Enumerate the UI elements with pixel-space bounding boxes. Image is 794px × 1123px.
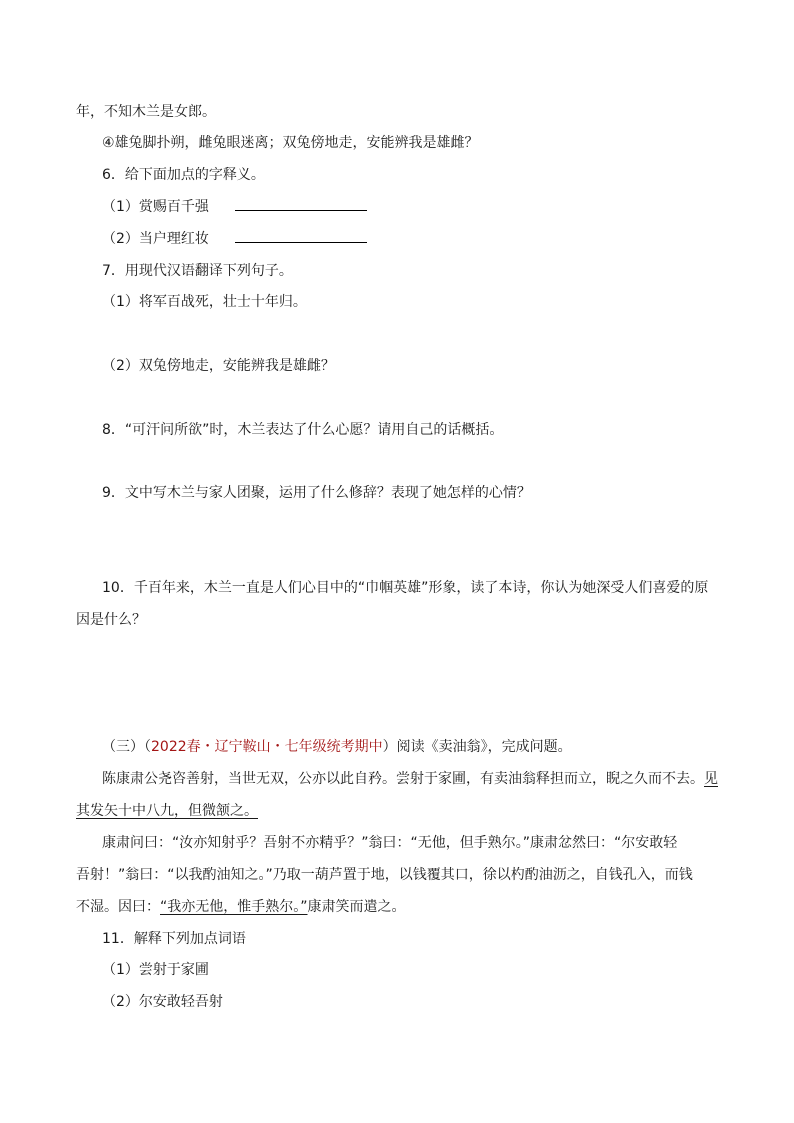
source-tag: 2022春・辽宁鞍山・七年级统考期中 <box>151 739 383 755</box>
text-line: 年，不知木兰是女郎。 <box>76 104 216 120</box>
underlined-text: “我亦无他，惟手熟尔。” <box>160 899 308 915</box>
heading-prefix: （三）（ <box>102 739 151 755</box>
question-7-item-2: （2）双兔傍地走，安能辨我是雄雌？ <box>102 358 335 374</box>
passage-text: 康肃笑而遣之。 <box>307 899 406 915</box>
question-6: 6．给下面加点的字释义。 <box>102 167 265 183</box>
passage-line <box>102 769 718 789</box>
underlined-text: 见 <box>704 771 718 787</box>
passage-line <box>76 897 406 917</box>
question-11-item-1: （1）尝射于家圃 <box>102 962 209 978</box>
passage-line <box>76 801 258 821</box>
answer-blank[interactable] <box>235 230 367 243</box>
text-line: ④雄兔脚扑朔，雌兔眼迷离；双兔傍地走，安能辨我是雄雌？ <box>102 135 479 151</box>
section-3-heading <box>102 737 572 757</box>
passage-line: 康肃问曰：“汝亦知射乎？吾射不亦精乎？”翁曰：“无他，但手熟尔。”康肃忿然曰：“尔安敢轻 <box>102 835 678 851</box>
item-text: （1）赏赐百千强 <box>102 199 209 215</box>
passage-text: 陈康肃公尧咨善射，当世无双，公亦以此自矜。尝射于家圃，有卖油翁释担而立，睨之久而不去。 <box>102 771 704 787</box>
underlined-text: 其发矢十中八九，但微颔之。 <box>76 803 258 819</box>
passage-text: 不湿。因曰： <box>76 899 160 915</box>
item-text: （2）当户理红妆 <box>102 231 209 247</box>
question-11-item-2: （2）尔安敢轻吾射 <box>102 994 223 1010</box>
question-7-item-1: （1）将军百战死，壮士十年归。 <box>102 294 307 310</box>
question-10: 10．千百年来，木兰一直是人们心目中的“巾帼英雄”形象，读了本诗，你认为她深受人们喜爱的原 <box>102 580 709 596</box>
question-8: 8．“可汗问所欲”时，木兰表达了什么心愿？请用自己的话概括。 <box>102 422 504 438</box>
question-10-cont: 因是什么？ <box>76 612 146 628</box>
passage-line: 吾射！”翁曰：“以我酌油知之。”乃取一葫芦置于地，以钱覆其口，徐以杓酌油沥之，自钱孔入，而钱 <box>76 867 693 883</box>
question-6-item-1 <box>102 197 367 217</box>
heading-suffix: ）阅读《卖油翁》，完成问题。 <box>382 739 572 755</box>
question-9: 9．文中写木兰与家人团聚，运用了什么修辞？表现了她怎样的心情？ <box>102 485 531 501</box>
question-11: 11．解释下列加点词语 <box>102 931 246 947</box>
question-6-item-2 <box>102 229 367 249</box>
question-7: 7．用现代汉语翻译下列句子。 <box>102 263 293 279</box>
answer-blank[interactable] <box>235 198 367 211</box>
